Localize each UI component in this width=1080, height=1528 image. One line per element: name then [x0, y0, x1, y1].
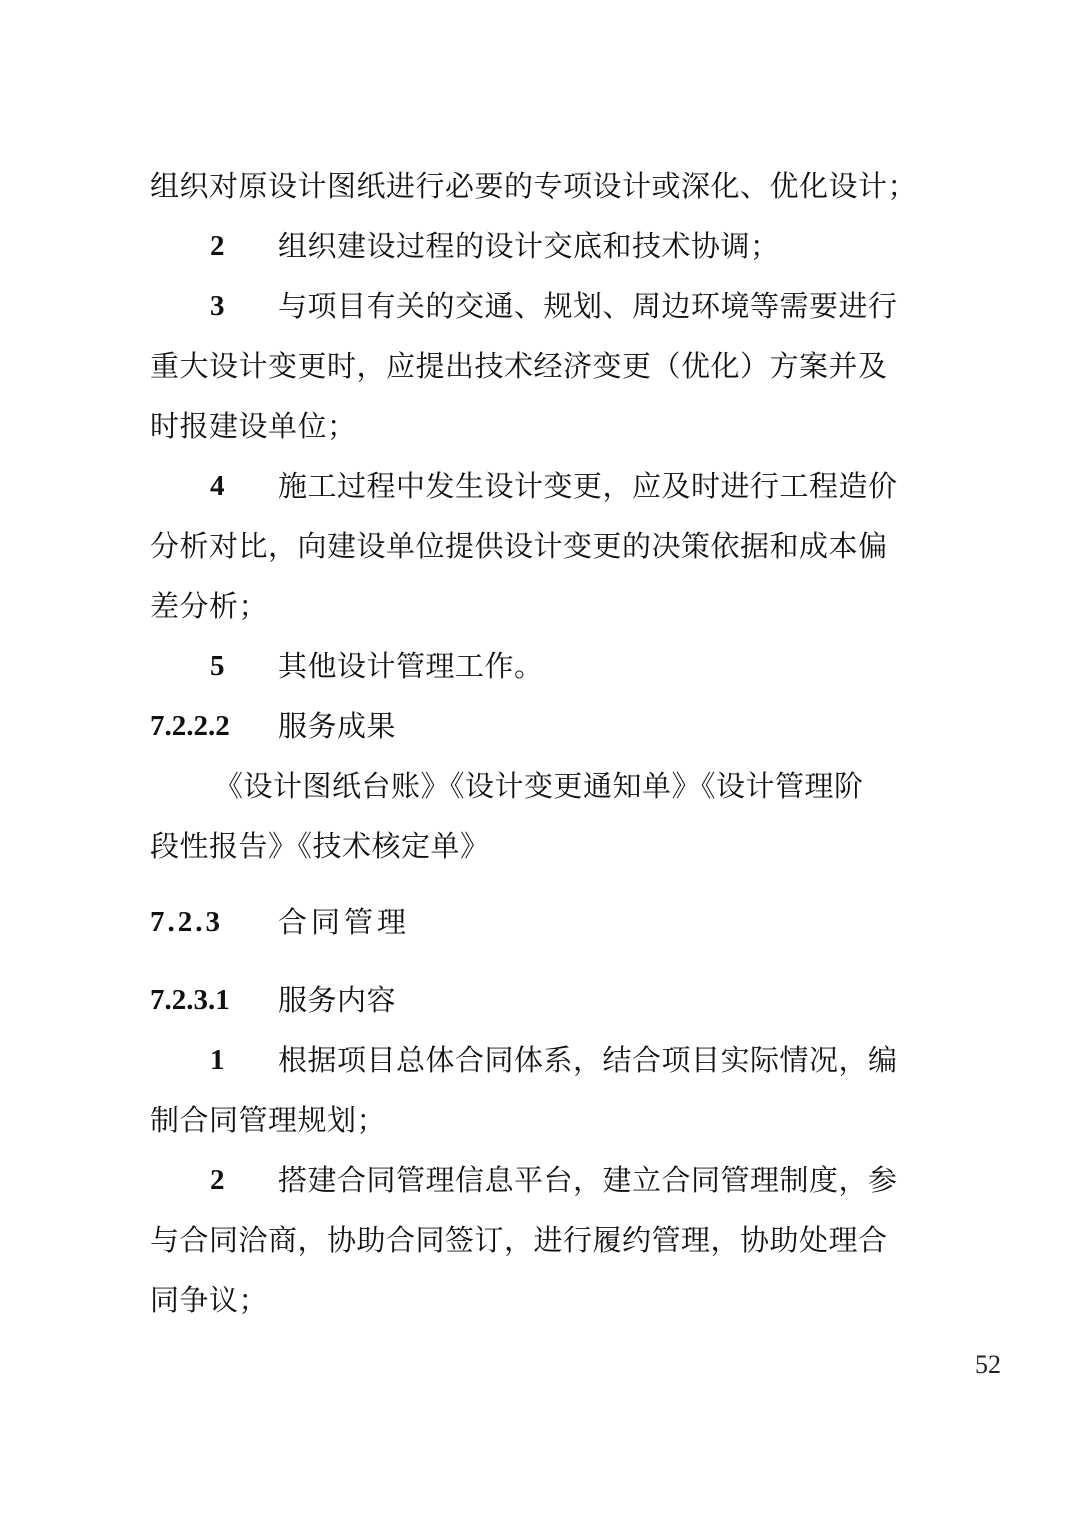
section-heading-number: 7.2.2.2 [150, 710, 230, 742]
list-item-text: 施工过程中发生设计变更，应及时进行工程造价 [278, 469, 898, 503]
section-heading-title: 服务成果 [278, 709, 397, 743]
paragraph-line: 分析对比，向建设单位提供设计变更的决策依据和成本偏 [150, 529, 888, 563]
list-item-number: 2 [210, 1164, 225, 1196]
list-item-number: 2 [210, 230, 225, 262]
section-heading-title: 合同管理 [278, 905, 411, 939]
paragraph-line: 差分析； [150, 589, 269, 623]
list-item-number: 5 [210, 650, 225, 682]
list-item-number: 4 [210, 470, 225, 502]
list-item-text: 与项目有关的交通、规划、周边环境等需要进行 [278, 289, 898, 323]
list-item-number: 1 [210, 1044, 225, 1076]
list-item-text: 搭建合同管理信息平台，建立合同管理制度，参 [278, 1163, 898, 1197]
paragraph-line: 段性报告》《技术核定单》 [150, 829, 490, 863]
list-item-text: 根据项目总体合同体系，结合项目实际情况，编 [278, 1043, 898, 1077]
section-heading-title: 服务内容 [278, 983, 397, 1017]
list-item-text: 其他设计管理工作。 [278, 649, 544, 683]
paragraph-line: 制合同管理规划； [150, 1103, 387, 1137]
paragraph-line: 重大设计变更时，应提出技术经济变更（优化）方案并及 [150, 349, 888, 383]
paragraph-line: 与合同洽商，协助合同签订，进行履约管理，协助处理合 [150, 1223, 888, 1257]
list-item-text: 组织建设过程的设计交底和技术协调； [278, 229, 780, 263]
section-heading-number: 7.2.3.1 [150, 984, 230, 1016]
paragraph-line: 同争议； [150, 1283, 269, 1317]
paragraph-line: 时报建设单位； [150, 409, 357, 443]
paragraph-line: 组织对原设计图纸进行必要的专项设计或深化、优化设计； [150, 169, 918, 203]
section-heading-number: 7.2.3 [150, 906, 223, 938]
paragraph-line: 《设计图纸台账》《设计变更通知单》《设计管理阶 [214, 769, 864, 803]
page-number: 52 [975, 1350, 1001, 1379]
list-item-number: 3 [210, 290, 225, 322]
